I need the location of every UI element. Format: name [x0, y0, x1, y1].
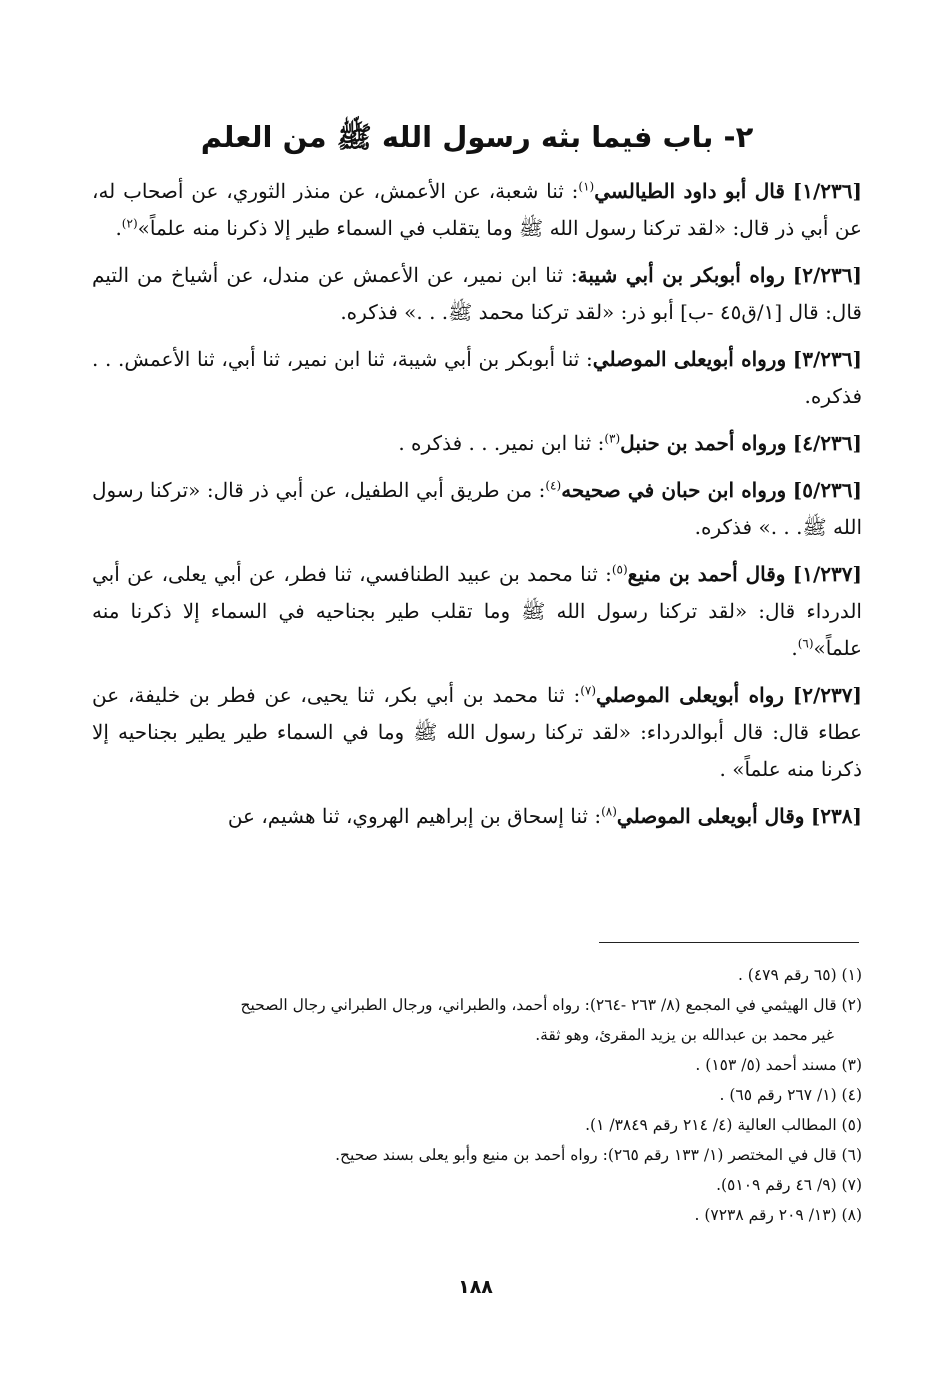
entry-source: رواه أبوبكر بن أبي شيبة: [577, 263, 785, 288]
entry-text: : ثنا ابن نمير. . . فذكره .: [398, 431, 605, 456]
entry-source: وقال أبويعلى الموصلي: [616, 804, 805, 829]
entry-text: : ثنا إسحاق بن إبراهيم الهروي، ثنا هشيم، عن: [227, 804, 602, 829]
footnote: (٨) (١٣/ ٢٠٩ رقم ٧٢٣٨) .: [694, 1206, 862, 1224]
footnote-mark: (٦): [797, 636, 814, 651]
entry-ref: [٣/٢٣٦]: [792, 347, 862, 372]
entry-source: رواه أبويعلى الموصلي: [596, 683, 784, 708]
entry-ref: [٥/٢٣٦]: [792, 478, 863, 503]
entry-paragraph: [92, 257, 862, 331]
footnote-mark: (٥): [611, 562, 628, 577]
footnote: (٥) المطالب العالية (٤/ ٢١٤ رقم ٣٨٤٩/ ١).: [585, 1116, 862, 1134]
footnote: (٦) قال في المختصر (١/ ١٣٣ رقم ٢٦٥): رواه أحمد بن منيع وأبو يعلى بسند صحيح.: [335, 1146, 862, 1164]
footnote-continuation: غير محمد بن عبدالله بن يزيد المقرئ، وهو ثقة.: [535, 1026, 834, 1044]
entry-paragraph: [92, 472, 862, 546]
footnote-divider: [599, 942, 859, 943]
footnote: (٧) (٩/ ٤٦ رقم ٥١٠٩).: [716, 1176, 862, 1194]
entry-text: : ثنا أبوبكر بن أبي شيبة، ثنا ابن نمير، ثنا أبي، ثنا الأعمش. . . فذكره.: [92, 347, 862, 409]
entry-source: ورواه أبويعلى الموصلي: [592, 347, 787, 372]
footnote-mark: (٣): [604, 431, 621, 446]
entry-paragraph: [92, 341, 862, 415]
entry-source: ورواه أحمد بن حنبل: [620, 431, 787, 456]
footnote-mark: (٢): [121, 216, 138, 231]
footnotes: [92, 960, 862, 1230]
entry-source: وقال أحمد بن منيع: [627, 562, 786, 587]
entry-ref: [٢٣٨]: [810, 804, 862, 829]
footnote-mark: (٨): [601, 804, 617, 819]
page-number: ١٨٨: [458, 1276, 493, 1298]
entry-text: : من طريق أبي الطفيل، عن أبي ذر قال: «تركنا رسول الله ﷺ. . .» فذكره.: [92, 478, 862, 540]
footnote: (٢) قال الهيثمي في المجمع (٨/ ٢٦٣ -٢٦٤): رواه أحمد، والطبراني، ورجال الطبراني رجال الصحيح: [240, 996, 862, 1014]
entry-ref: [٢/٢٣٧]: [792, 683, 862, 708]
page-body: [92, 118, 862, 845]
footnote-mark: (٧): [580, 683, 597, 698]
entry-paragraph: [92, 798, 862, 835]
entry-text: : ثنا شعبة، عن الأعمش، عن منذر الثوري، عن أصحاب له، عن أبي ذر قال: «لقد تركنا رسول الله ﷺ وما يتقلب في السماء طير إلا ذكرنا منه علماً»: [92, 179, 862, 241]
entry-ref: [١/٢٣٧]: [792, 562, 862, 587]
footnote-mark: (٤): [545, 478, 562, 493]
entry-paragraph: [92, 556, 862, 667]
entry-ref: [١/٢٣٦]: [792, 179, 862, 204]
entry-end: .: [115, 216, 122, 241]
footnote: (٤) (١/ ٢٦٧ رقم ٦٥) .: [719, 1086, 862, 1104]
entry-paragraph: [92, 677, 862, 788]
footnote: (٣) مسند أحمد (٥/ ١٥٣) .: [695, 1056, 862, 1074]
entry-ref: [٢/٢٣٦]: [792, 263, 862, 288]
footnote: (١) (٦٥ رقم ٤٧٩) .: [737, 966, 862, 984]
entry-source: قال أبو داود الطيالسي: [594, 179, 785, 204]
entry-source: ورواه ابن حبان في صحيحه: [561, 478, 787, 503]
footnote-mark: (١): [578, 179, 595, 194]
entry-paragraph: [92, 425, 862, 462]
entry-text: : ثنا محمد بن عبيد الطنافسي، ثنا فطر، عن أبي يعلى، عن أبي الدرداء قال: «لقد تركنا رسول الله ﷺ وما تقلب طير بجناحيه في السماء إلا ذكرنا منه علماً»: [92, 562, 862, 661]
entry-text: : ثنا محمد بن أبي بكر، ثنا يحيى، عن فطر بن خليفة، عن عطاء قال: قال أبوالدرداء: «لقد تركنا رسول الله ﷺ وما في السماء طير يطير بجناحيه إلا ذكرنا منه علماً» .: [92, 683, 862, 782]
entry-ref: [٤/٢٣٦]: [792, 431, 862, 456]
entry-text: : ثنا ابن نمير، عن الأعمش عن مندل، عن أشياخ من التيم قال: قال [١/ق٤٥ -ب] أبو ذر: «لقد تركنا محمد ﷺ. . .» فذكره.: [92, 263, 862, 325]
entry-end: .: [791, 636, 798, 661]
entry-paragraph: [92, 173, 862, 247]
chapter-title: ٢- باب فيما بثه رسول الله ﷺ من العلم: [200, 120, 754, 154]
